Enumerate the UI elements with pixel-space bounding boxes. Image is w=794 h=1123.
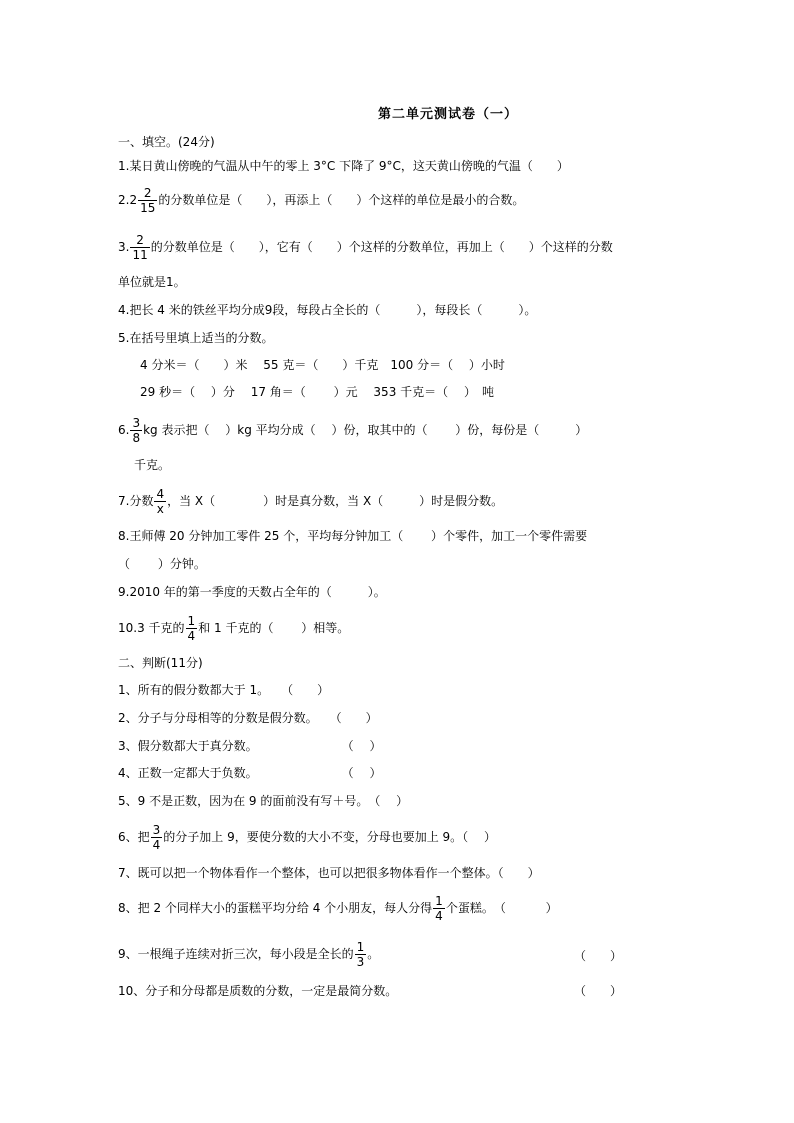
judgment-1: 1、所有的假分数都大于 1。 （ ） [118,683,330,697]
fraction-denominator: 15 [140,201,156,215]
section2-heading: 二、判断(11分) [118,656,203,670]
fraction [186,614,198,643]
question-7-text: ，当 X（ ）时是真分数，当 X（ ）时是假分数。 [167,494,504,508]
question-10-text: 和 1 千克的（ ）相等。 [198,621,350,635]
fraction [138,186,157,215]
question-6-text: kg 表示把（ ）kg 平均分成（ ）份，取其中的（ ）份，每份是（ ） [143,423,588,437]
fraction-denominator: 3 [356,955,365,969]
judgment-8-text: 个蛋糕。 （ ） [445,901,558,915]
question-10 [118,614,349,643]
section1-heading: 一、填空。(24分) [118,135,215,149]
question-2-prefix: 2.2 [118,193,138,207]
judgment-9 [118,940,379,969]
question-9: 9.2010 年的第一季度的天数占全年的（ ）。 [118,585,386,599]
judgment-3: 3、假分数都大于真分数。 （ ） [118,739,382,753]
question-6 [118,416,587,445]
fraction-numerator: 4 [156,487,165,501]
fraction-denominator: 8 [132,431,141,445]
fraction-denominator: 4 [152,838,161,852]
page-title: 第二单元测试卷（一） [378,107,519,122]
fraction-numerator: 1 [435,894,443,908]
question-3-continued: 单位就是1。 [118,275,186,289]
fraction [154,487,166,516]
question-5: 5.在括号里填上适当的分数。 [118,331,274,345]
judgment-7: 7、既可以把一个物体看作一个整体，也可以把很多物体看作一个整体。（ ） [118,866,540,880]
judgment-4: 4、正数一定都大于负数。 （ ） [118,766,382,780]
question-7 [118,487,503,516]
question-10-prefix: 10.3 千克的 [118,621,185,635]
fraction-denominator: 11 [132,248,148,262]
fraction-numerator: 3 [132,416,141,430]
judgment-10-answer-paren: （ ） [574,984,623,998]
question-6-prefix: 6. [118,423,130,437]
question-7-prefix: 7.分数 [118,494,154,508]
fraction-numerator: 2 [138,186,157,201]
fraction [151,823,163,852]
question-1: 1.某日黄山傍晚的气温从中午的零上 3°C 下降了 9°C，这天黄山傍晚的气温（ ） [118,159,569,173]
question-5-row-1: 4 分米＝（ ）米 55 克＝（ ）千克 100 分＝（ ）小时 [140,358,505,372]
fraction [355,940,367,969]
question-8-continued: （ ）分钟。 [118,557,206,571]
question-3 [118,233,613,262]
fraction-denominator: 4 [187,629,196,643]
judgment-9-answer-paren: （ ） [574,949,623,963]
fraction-numerator: 1 [356,940,365,954]
question-2 [118,186,524,215]
fraction [130,416,142,445]
judgment-8-prefix: 8、把 2 个同样大小的蛋糕平均分给 4 个小朋友，每人分得 [118,901,433,915]
question-3-prefix: 3. [118,240,130,254]
question-6-continued: 千克。 [134,458,171,472]
question-8: 8.王师傅 20 分钟加工零件 25 个，平均每分钟加工（ ）个零件，加工一个零件需要 [118,529,588,543]
judgment-5: 5、9 不是正数，因为在 9 的面前没有写＋号。 （ ） [118,794,409,808]
judgment-8 [118,894,558,923]
judgment-9-text: 。 [367,947,380,961]
fraction [130,233,149,262]
judgment-6-text: 的分子加上 9，要使分数的大小不变，分母也要加上 9。（ ） [163,830,496,844]
judgment-6-prefix: 6、把 [118,830,150,844]
fraction-numerator: 2 [130,233,149,248]
question-5-row-2: 29 秒＝（ ）分 17 角＝（ ）元 353 千克＝（ ） 吨 [140,385,494,399]
judgment-2: 2、分子与分母相等的分数是假分数。 （ ） [118,711,378,725]
fraction-numerator: 1 [187,614,196,628]
judgment-6 [118,823,496,852]
fraction [433,894,445,923]
judgment-9-prefix: 9、一根绳子连续对折三次，每小段是全长的 [118,947,354,961]
judgment-10: 10、分子和分母都是质数的分数，一定是最简分数。 [118,984,398,998]
fraction-denominator: x [156,502,164,516]
question-4: 4.把长 4 米的铁丝平均分成9段，每段占全长的（ ），每段长（ ）。 [118,303,537,317]
fraction-denominator: 4 [435,909,443,923]
question-3-text: 的分数单位是（ ），它有（ ）个这样的分数单位，再加上（ ）个这样的分数 [150,240,613,254]
question-2-text: 的分数单位是（ ），再添上（ ）个这样的单位是最小的合数。 [158,193,525,207]
fraction-numerator: 3 [152,823,161,837]
